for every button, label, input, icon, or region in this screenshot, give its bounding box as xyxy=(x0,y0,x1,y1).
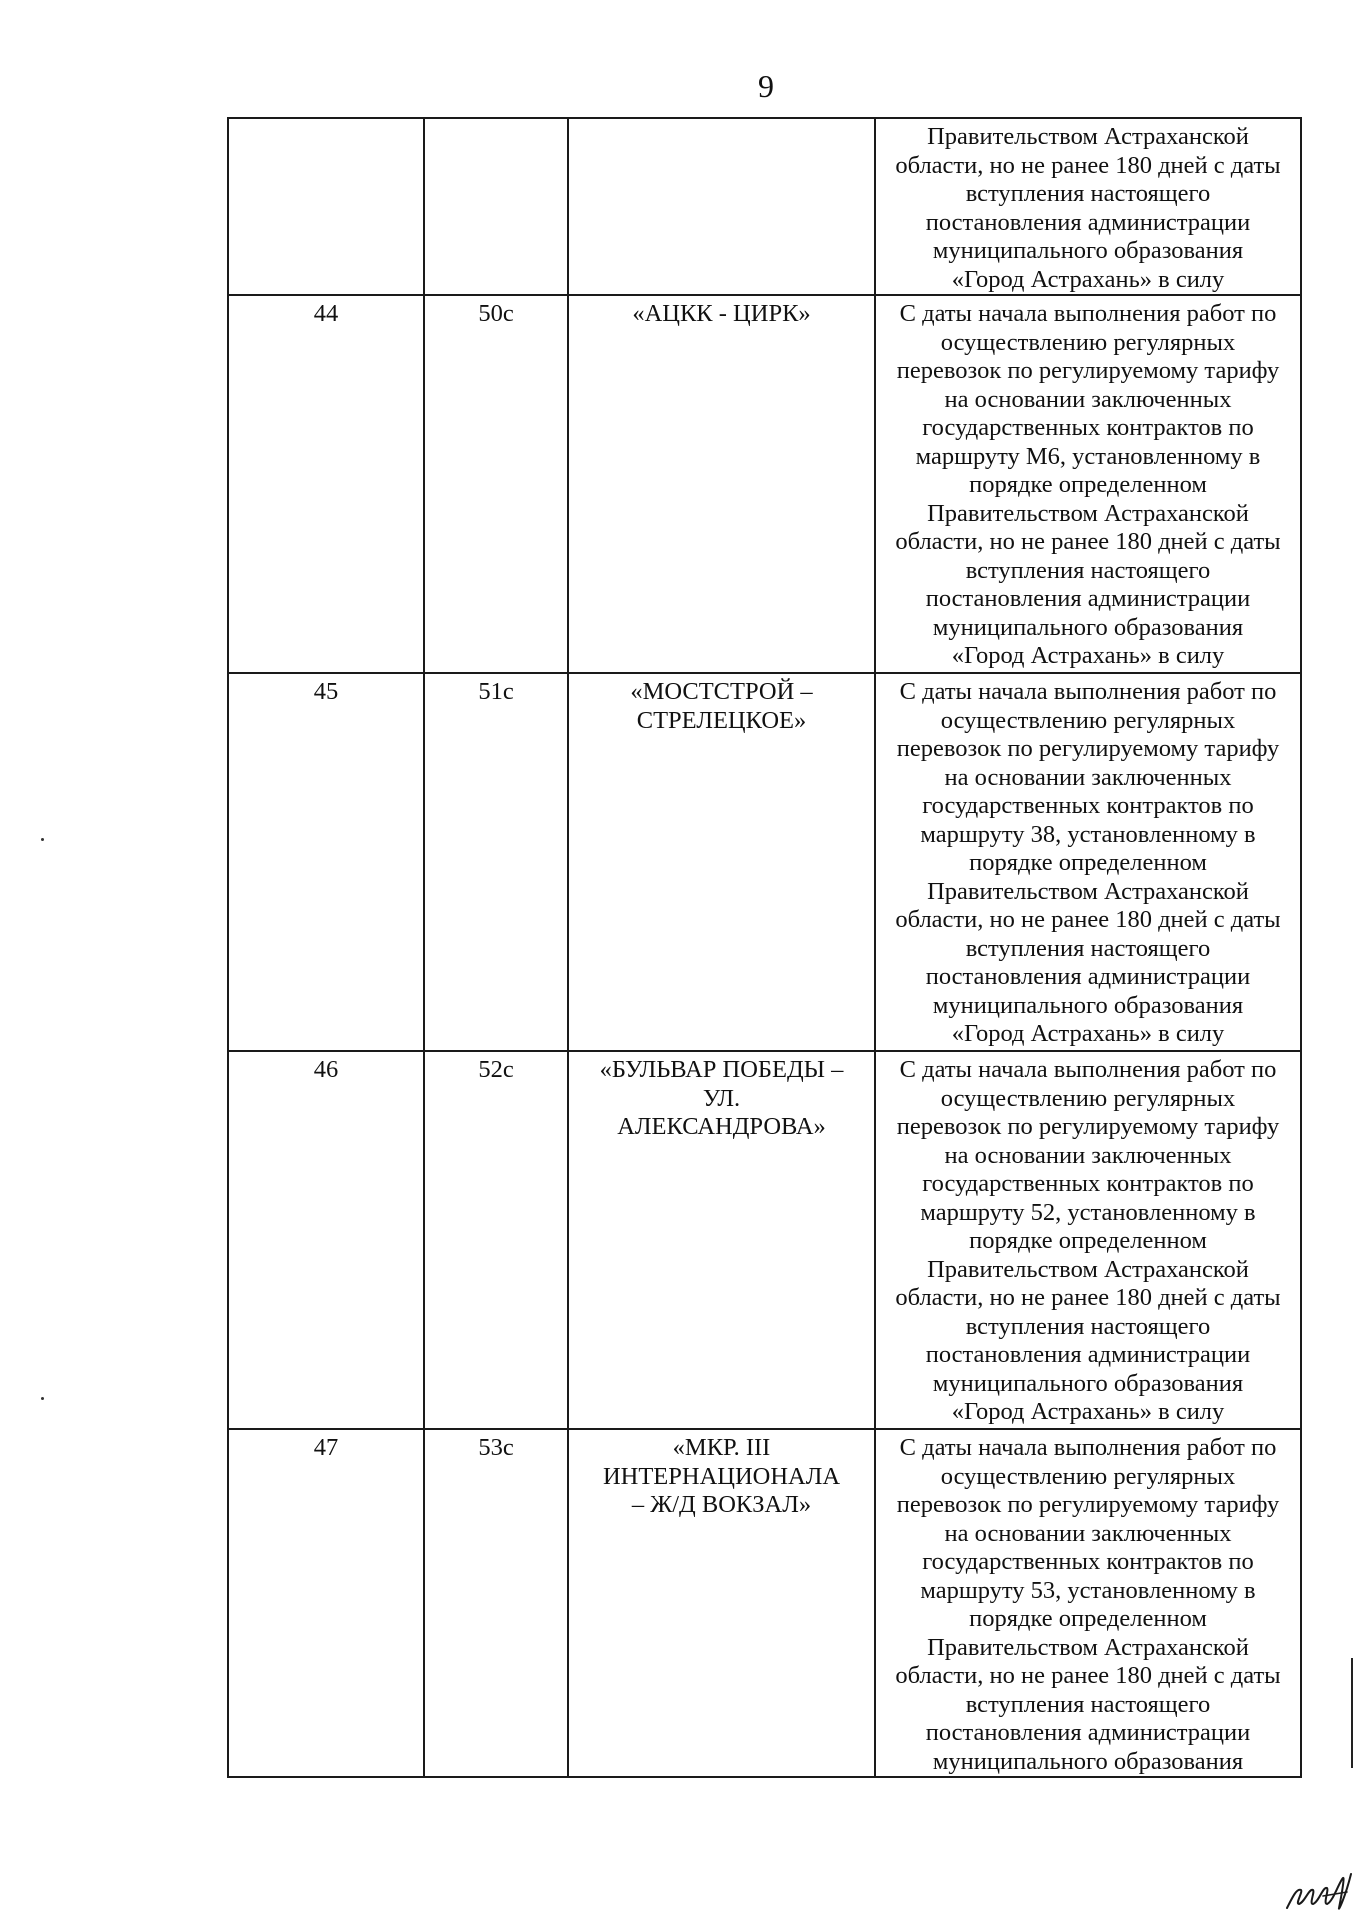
cell-number: 46 xyxy=(228,1051,424,1429)
table-row xyxy=(228,118,1301,295)
table-row xyxy=(228,1051,1301,1429)
cell-route-name xyxy=(568,118,875,295)
cell-route-name: «БУЛЬВАР ПОБЕДЫ – УЛ. АЛЕКСАНДРОВА» xyxy=(568,1051,875,1429)
cell-route-name: «МКР. III ИНТЕРНАЦИОНАЛА – Ж/Д ВОКЗАЛ» xyxy=(568,1429,875,1777)
cell-route-number: 51с xyxy=(424,673,568,1051)
table-row xyxy=(228,673,1301,1051)
routes-table xyxy=(227,117,1302,1778)
cell-number: 45 xyxy=(228,673,424,1051)
cell-route-number: 52с xyxy=(424,1051,568,1429)
cell-route-number xyxy=(424,118,568,295)
cell-route-number: 50с xyxy=(424,295,568,673)
table-row xyxy=(228,1429,1301,1777)
cell-route-name: «МОСТСТРОЙ – СТРЕЛЕЦКОЕ» xyxy=(568,673,875,1051)
cell-number: 44 xyxy=(228,295,424,673)
scan-edge-line xyxy=(1351,1658,1353,1768)
cell-terms: С даты начала выполнения работ по осуществлению регулярных перевозок по регулируемому тарифу на основании заключенных государственных контрактов по маршруту М6, установленному в порядке определенном Правительством Астраханской области, но не ранее 180 дней с даты вступления настоящего постановления администрации муниципального образования «Город Астрахань» в силу xyxy=(875,295,1301,673)
cell-route-name: «АЦКК - ЦИРК» xyxy=(568,295,875,673)
cell-terms: Правительством Астраханской области, но не ранее 180 дней с даты вступления настоящего постановления администрации муниципального образования «Город Астрахань» в силу xyxy=(875,118,1301,295)
page-number: 9 xyxy=(758,68,774,104)
signature-initials xyxy=(1283,1868,1355,1912)
cell-route-number: 53с xyxy=(424,1429,568,1777)
cell-number xyxy=(228,118,424,295)
cell-terms: С даты начала выполнения работ по осуществлению регулярных перевозок по регулируемому тарифу на основании заключенных государственных контрактов по маршруту 52, установленному в порядке определенном Правительством Астраханской области, но не ранее 180 дней с даты вступления настоящего постановления администрации муниципального образования «Город Астрахань» в силу xyxy=(875,1051,1301,1429)
scan-mark xyxy=(41,1397,44,1400)
cell-number: 47 xyxy=(228,1429,424,1777)
cell-terms: С даты начала выполнения работ по осуществлению регулярных перевозок по регулируемому тарифу на основании заключенных государственных контрактов по маршруту 38, установленному в порядке определенном Правительством Астраханской области, но не ранее 180 дней с даты вступления настоящего постановления администрации муниципального образования «Город Астрахань» в силу xyxy=(875,673,1301,1051)
table-row xyxy=(228,295,1301,673)
scan-mark xyxy=(41,838,44,841)
cell-terms: С даты начала выполнения работ по осуществлению регулярных перевозок по регулируемому тарифу на основании заключенных государственных контрактов по маршруту 53, установленному в порядке определенном Правительством Астраханской области, но не ранее 180 дней с даты вступления настоящего постановления администрации муниципального образования xyxy=(875,1429,1301,1777)
